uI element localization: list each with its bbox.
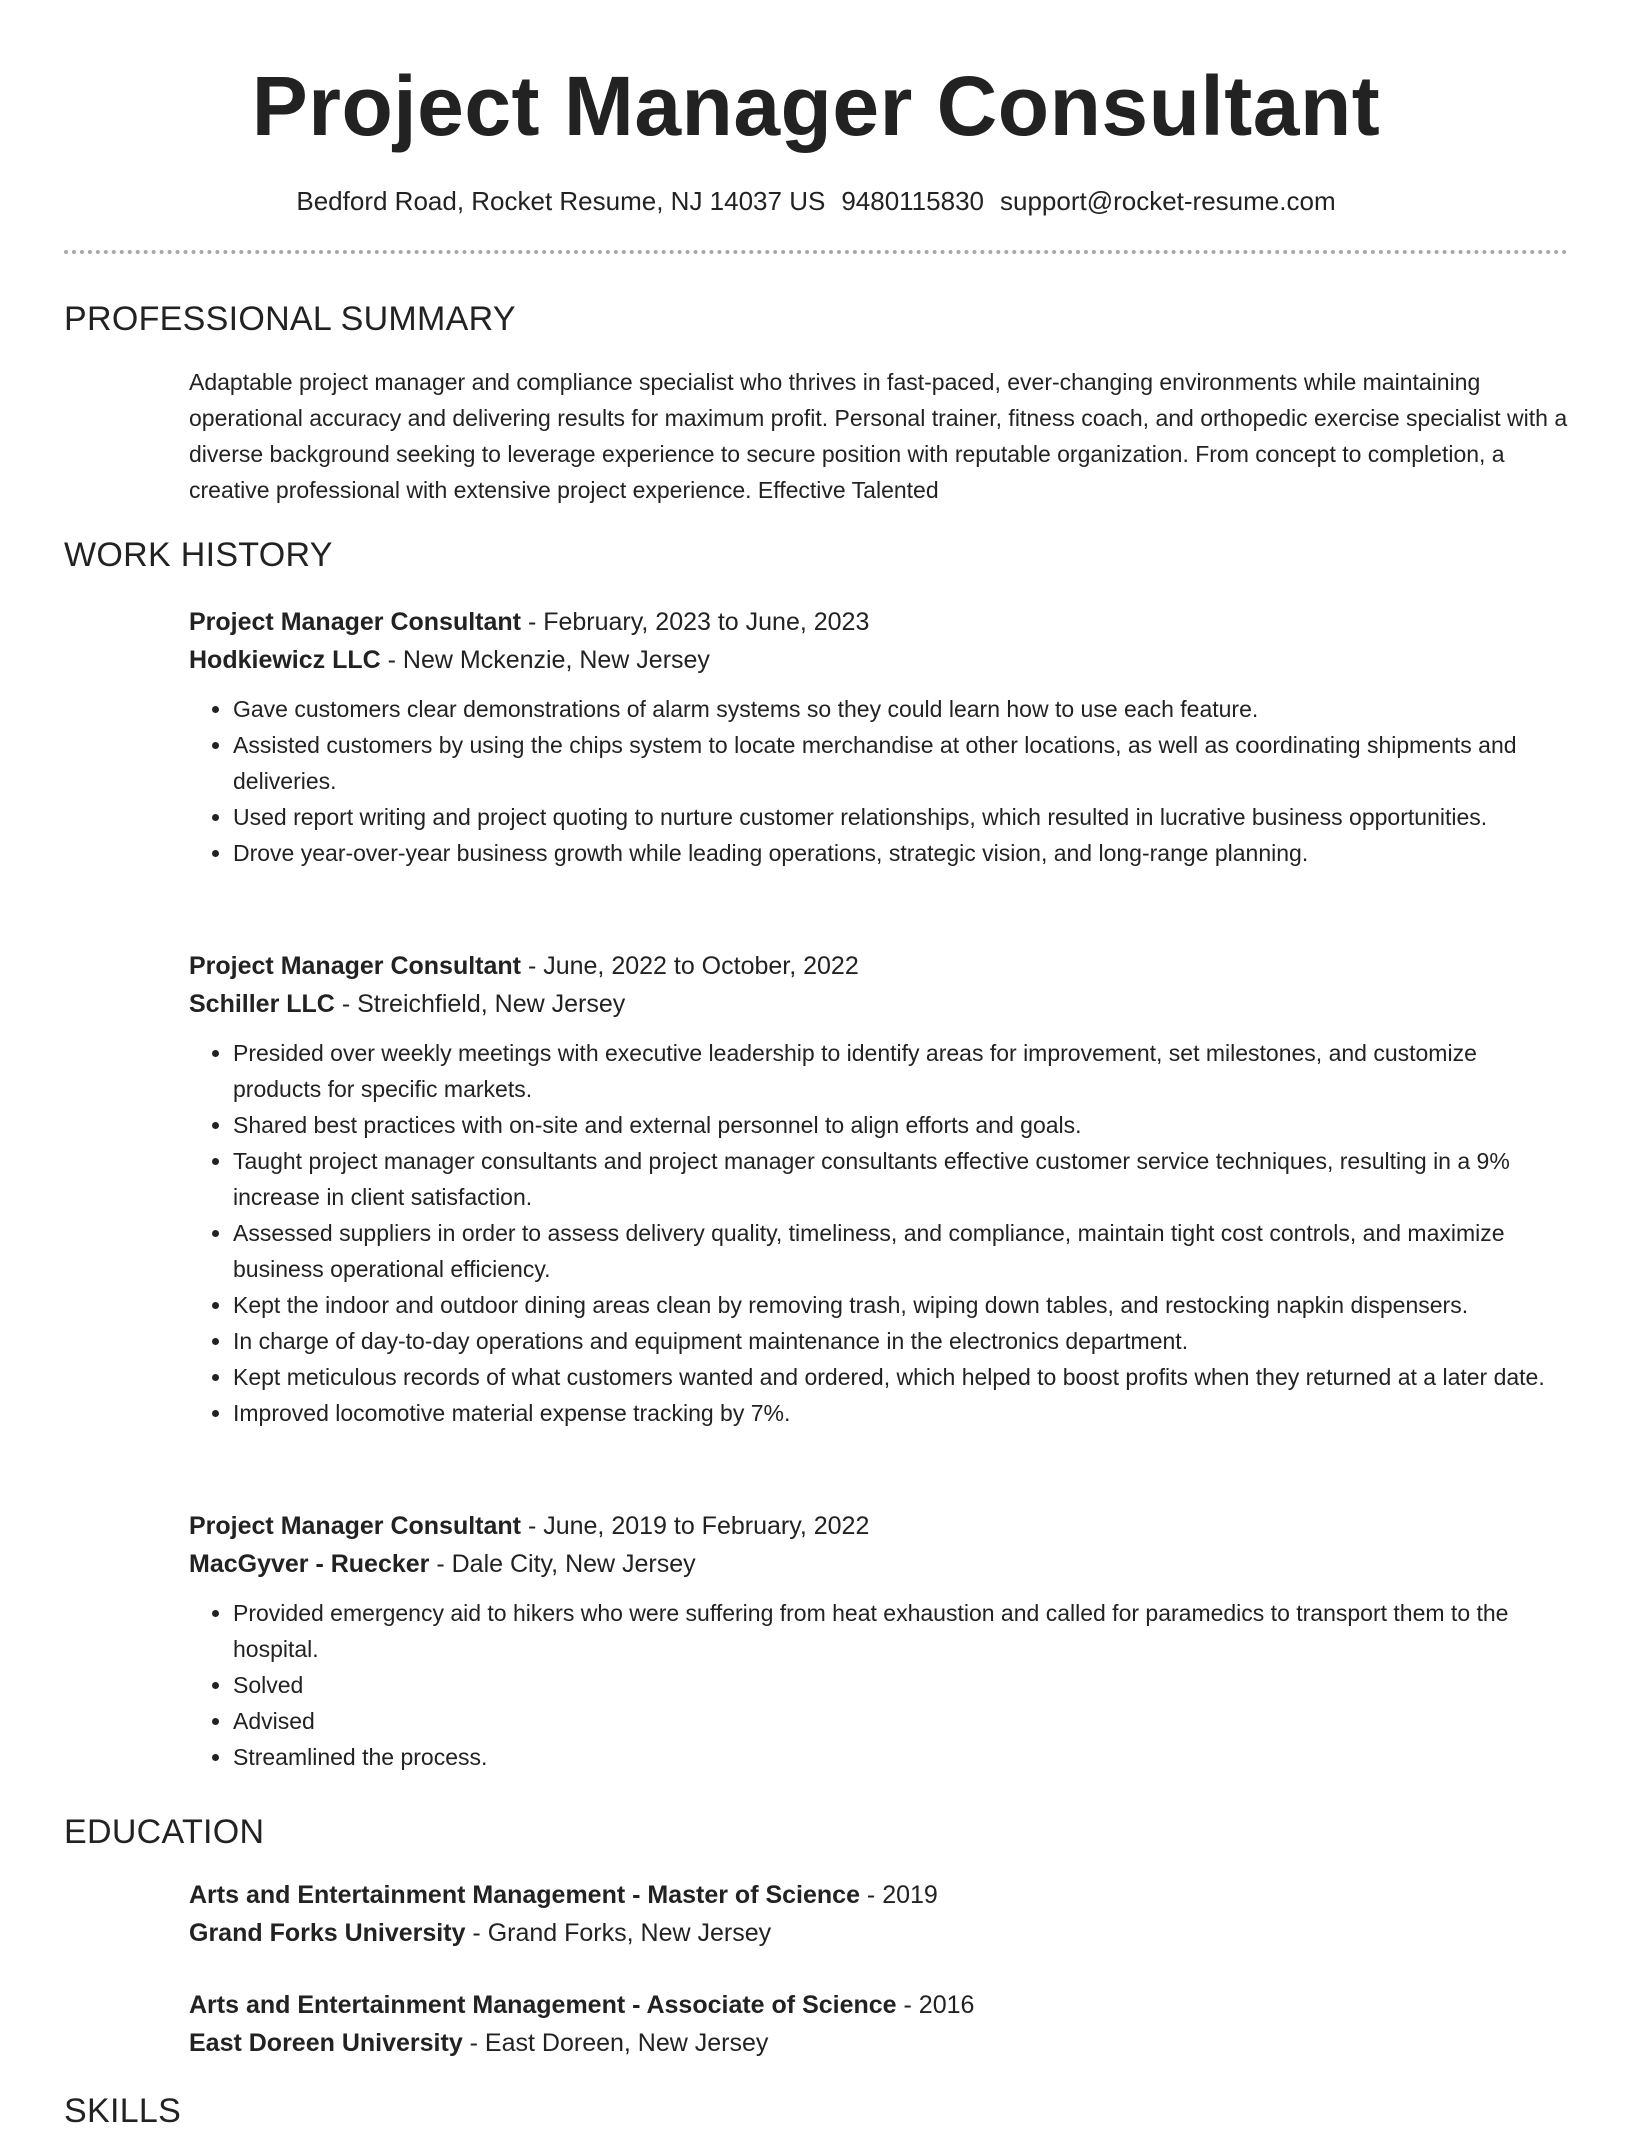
- skills-heading: SKILLS: [64, 2092, 182, 2130]
- education-heading: EDUCATION: [64, 1813, 265, 1851]
- list-item: • Used report writing and project quoting to nurture customer relationships, which resulted in lucrative business opportunities.: [233, 799, 1568, 835]
- list-item: • Drove year-over-year business growth while leading operations, strategic vision, and long-range planning.: [233, 835, 1568, 871]
- email-link[interactable]: support@rocket-resume.com: [999, 186, 1336, 216]
- job-company-line: [189, 641, 1568, 679]
- list-item: • Assessed suppliers in order to assess delivery quality, timeliness, and compliance, maintain tight cost controls, and maximize business operational efficiency.: [233, 1215, 1568, 1287]
- degree-line: [189, 1986, 1568, 2024]
- job-title-line: [189, 947, 1568, 985]
- school-line: [189, 1914, 1568, 1952]
- list-item: • Taught project manager consultants and project manager consultants effective customer service techniques, resulting in a 9% increase in client satisfaction.: [233, 1143, 1568, 1215]
- job-location: - Dale City, New Jersey: [429, 1550, 696, 1578]
- school-name: Grand Forks University: [189, 1919, 466, 1947]
- list-item: • Gave customers clear demonstrations of alarm systems so they could learn how to use each feature.: [233, 691, 1568, 727]
- job-entry: [189, 1507, 1568, 1775]
- summary-text: Adaptable project manager and compliance specialist who thrives in fast-paced, ever-changing environments while maintaining operational accuracy and delivering results for maximum profit. Personal trainer, fitness coach, and orthopedic exercise specialist with a diverse background seeking to leverage experience to secure position with reputable organization. From concept to completion, a creative professional with extensive project experience. Effective Talented: [189, 369, 1568, 503]
- list-item: • Kept the indoor and outdoor dining areas clean by removing trash, wiping down tables, and restocking napkin dispensers.: [233, 1287, 1568, 1323]
- job-title: Project Manager Consultant: [189, 952, 521, 980]
- school-location: - Grand Forks, New Jersey: [465, 1919, 772, 1947]
- list-item: • In charge of day-to-day operations and equipment maintenance in the electronics department.: [233, 1323, 1568, 1359]
- job-title: Project Manager Consultant: [189, 608, 521, 636]
- job-bullets: [189, 691, 1568, 871]
- work-history-heading: WORK HISTORY: [64, 536, 333, 574]
- school-name: East Doreen University: [189, 2029, 463, 2057]
- job-title-line: [189, 603, 1568, 641]
- job-dates: - June, 2022 to October, 2022: [521, 952, 859, 980]
- job-title-line: [189, 1507, 1568, 1545]
- list-item: • Advised: [233, 1703, 1568, 1739]
- job-company-line: [189, 985, 1568, 1023]
- phone-text: 9480115830: [841, 186, 984, 216]
- education-entry: [189, 1876, 1568, 1952]
- school-location: - East Doreen, New Jersey: [462, 2029, 769, 2057]
- job-company: MacGyver - Ruecker: [189, 1550, 430, 1578]
- header-divider: [64, 250, 1568, 254]
- degree-line: [189, 1876, 1568, 1914]
- job-company: Hodkiewicz LLC: [189, 646, 381, 674]
- list-item: • Presided over weekly meetings with executive leadership to identify areas for improvement, set milestones, and customize products for specific markets.: [233, 1035, 1568, 1107]
- page-title: Project Manager Consultant: [251, 59, 1381, 153]
- job-entry: [189, 603, 1568, 871]
- list-item: • Streamlined the process.: [233, 1739, 1568, 1775]
- job-company-line: [189, 1545, 1568, 1583]
- job-entry: [189, 947, 1568, 1431]
- summary-heading: PROFESSIONAL SUMMARY: [64, 300, 516, 338]
- list-item: • Kept meticulous records of what customers wanted and ordered, which helped to boost profits when they returned at a later date.: [233, 1359, 1568, 1395]
- job-dates: - February, 2023 to June, 2023: [521, 608, 870, 636]
- list-item: • Provided emergency aid to hikers who were suffering from heat exhaustion and called for paramedics to transport them to the hospital.: [233, 1595, 1568, 1667]
- education-entry: [189, 1986, 1568, 2062]
- list-item: • Shared best practices with on-site and external personnel to align efforts and goals.: [233, 1107, 1568, 1143]
- job-title: Project Manager Consultant: [189, 1512, 521, 1540]
- degree-title: Arts and Entertainment Management - Master of Science: [189, 1881, 860, 1909]
- job-location: - New Mckenzie, New Jersey: [380, 646, 710, 674]
- degree-year: - 2019: [859, 1881, 938, 1909]
- address-text: Bedford Road, Rocket Resume, NJ 14037 US: [296, 186, 826, 216]
- school-line: [189, 2024, 1568, 2062]
- job-bullets: [189, 1595, 1568, 1775]
- contact-line: [0, 184, 1632, 218]
- job-bullets: [189, 1035, 1568, 1431]
- degree-year: - 2016: [896, 1991, 975, 2019]
- degree-title: Arts and Entertainment Management - Associate of Science: [189, 1991, 897, 2019]
- list-item: • Improved locomotive material expense tracking by 7%.: [233, 1395, 1568, 1431]
- job-dates: - June, 2019 to February, 2022: [521, 1512, 870, 1540]
- job-company: Schiller LLC: [189, 990, 335, 1018]
- list-item: • Assisted customers by using the chips system to locate merchandise at other locations, as well as coordinating shipments and deliveries.: [233, 727, 1568, 799]
- list-item: • Solved: [233, 1667, 1568, 1703]
- job-location: - Streichfield, New Jersey: [334, 990, 626, 1018]
